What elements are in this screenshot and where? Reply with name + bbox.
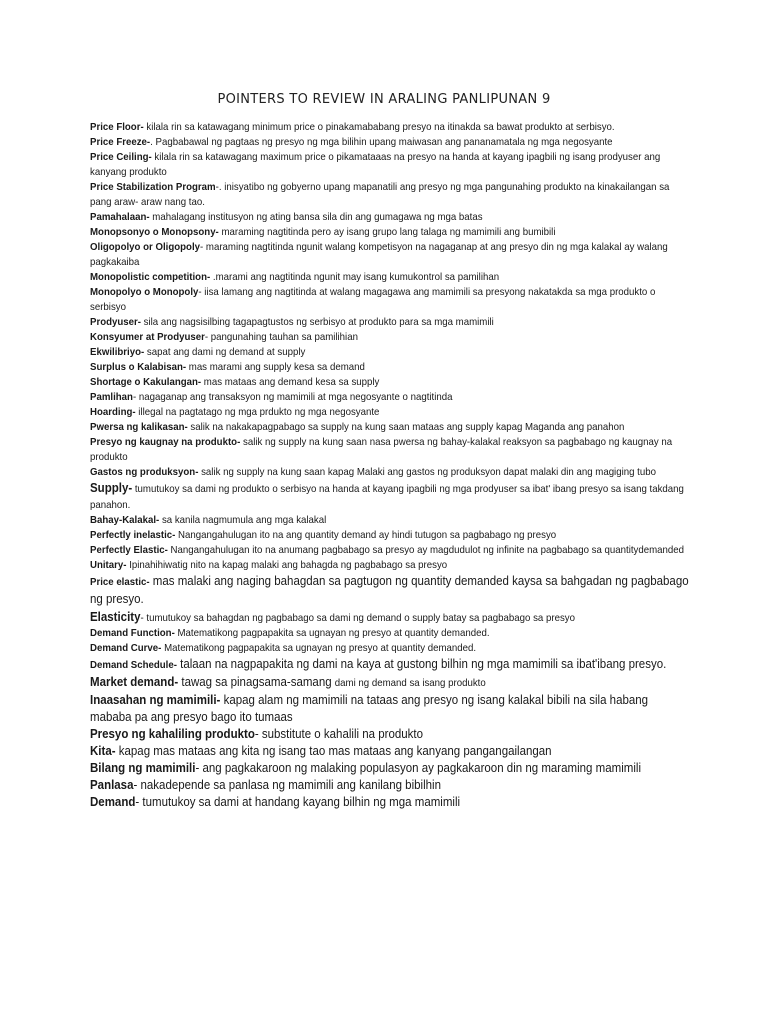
entry-definition: mahalagang institusyon ng ating bansa sila din ang gumagawa ng mga batas bbox=[149, 211, 483, 223]
glossary-entry bbox=[90, 420, 690, 435]
entry-term: Konsyumer at Prodyuser bbox=[90, 331, 205, 343]
entry-definition: Nangangahulugan ito na anumang pagbabago sa presyo ay magdudulot ng infinite na pagbabago sa quantitydemanded bbox=[167, 544, 685, 556]
entry-definition: - ang pagkakaroon ng malaking populasyon ay pagkakaroon din ng maraming mamimili bbox=[195, 761, 642, 775]
entry-term: Ekwilibriyo- bbox=[90, 346, 145, 358]
entry-definition: - pangunahing tauhan sa pamilihian bbox=[204, 331, 358, 343]
entry-definition: kapag mas mataas ang kita ng isang tao mas mataas ang kanyang pangangailangan bbox=[115, 744, 552, 758]
entry-term: Surplus o Kalabisan- bbox=[90, 361, 187, 373]
glossary-entry bbox=[90, 180, 690, 210]
entry-term: Monopsonyo o Monopsony- bbox=[90, 226, 219, 238]
entry-list bbox=[90, 120, 690, 811]
entry-term: Hoarding- bbox=[90, 406, 136, 418]
glossary-entry bbox=[90, 345, 690, 360]
entry-term: Price Ceiling- bbox=[90, 151, 152, 163]
glossary-entry bbox=[90, 270, 690, 285]
entry-term: Pamlihan bbox=[90, 391, 133, 403]
entry-term: Inaasahan ng mamimili- bbox=[90, 693, 221, 707]
entry-definition: .marami ang nagtitinda ngunit may isang kumukontrol sa pamilihan bbox=[210, 271, 500, 283]
entry-definition: sila ang nagsisilbing tagapagtustos ng serbisyo at produkto para sa mga mamimili bbox=[141, 316, 494, 328]
entry-term: Oligopolyo or Oligopoly bbox=[90, 241, 201, 253]
entry-term: Shortage o Kakulangan- bbox=[90, 376, 202, 388]
entry-term: Panlasa bbox=[90, 778, 134, 792]
glossary-entry bbox=[90, 435, 690, 465]
entry-term: Kita- bbox=[90, 744, 116, 758]
glossary-entry bbox=[90, 641, 690, 656]
entry-definition: . Pagbabawal ng pagtaas ng presyo ng mga bilihin upang maiwasan ang pananamatala ng mga negosyante bbox=[150, 136, 613, 148]
entry-term: Demand Function- bbox=[90, 627, 175, 639]
glossary-entry bbox=[90, 225, 690, 240]
entry-definition: Matematikong pagpapakita sa ugnayan ng presyo at quantity demanded. bbox=[161, 642, 477, 654]
glossary-entry bbox=[90, 609, 690, 626]
entry-term: Monopolyo o Monopoly bbox=[90, 286, 199, 298]
glossary-entry bbox=[90, 692, 690, 726]
glossary-entry bbox=[90, 573, 690, 609]
entry-definition: illegal na pagtatago ng mga prdukto ng mga negosyante bbox=[135, 406, 380, 418]
entry-definition: Matematikong pagpapakita sa ugnayan ng presyo at quantity demanded. bbox=[174, 627, 490, 639]
entry-definition: salik ng supply na kung saan nasa pwersa ng bahay-kalakal reaksyon sa pagbabago ng kaugnay na produkto bbox=[90, 436, 673, 463]
entry-definition: -. inisyatibo ng gobyerno upang mapanatili ang presyo ng mga pangunahing produkto na kinakailangan sa pang araw- araw nang tao. bbox=[90, 181, 670, 208]
entry-term: Elasticity bbox=[90, 610, 141, 624]
entry-definition: kilala rin sa katawagang maximum price o pikamataaas na presyo na handa at kayang ipagbili ng isang prodyuser ang kanyang produkto bbox=[90, 151, 661, 178]
glossary-entry bbox=[90, 543, 690, 558]
glossary-entry bbox=[90, 513, 690, 528]
entry-definition: - tumutukoy sa bahagdan ng pagbabago sa dami ng demand o supply batay sa pagbabago sa presyo bbox=[140, 612, 575, 624]
glossary-entry bbox=[90, 390, 690, 405]
entry-term: Monopolistic competition- bbox=[90, 271, 211, 283]
glossary-entry bbox=[90, 743, 690, 760]
entry-definition: - maraming nagtitinda ngunit walang kompetisyon na nagaganap at ang presyo din ng mga kalakal ay walang pagkakaiba bbox=[90, 241, 668, 268]
glossary-entry bbox=[90, 465, 690, 480]
entry-term: Demand Schedule- bbox=[90, 659, 177, 671]
entry-definition: kilala rin sa katawagang minimum price o pinakamababang presyo na itinakda sa bawat produkto at serbisyo. bbox=[143, 121, 615, 133]
entry-definition: - nakadepende sa panlasa ng mamimili ang kanilang bibilhin bbox=[133, 778, 441, 792]
entry-definition: tumutukoy sa dami ng produkto o serbisyo na handa at kayang ipagbili ng mga prodyuser sa ibat' ibang presyo sa isang takdang panahon. bbox=[90, 483, 684, 511]
entry-term: Presyo ng kaugnay na produkto- bbox=[90, 436, 241, 448]
entry-term: Market demand- bbox=[90, 675, 179, 689]
entry-definition: maraming nagtitinda pero ay isang grupo lang talaga ng mamimili ang bumibili bbox=[218, 226, 556, 238]
entry-term: Perfectly Elastic- bbox=[90, 544, 168, 556]
glossary-entry bbox=[90, 315, 690, 330]
entry-term: Price elastic- bbox=[90, 576, 150, 588]
entry-definition: Ipinahihiwatig nito na kapag malaki ang bahagda ng pagbabago sa presyo bbox=[126, 559, 448, 571]
entry-definition: sa kanila nagmumula ang mga kalakal bbox=[159, 514, 327, 526]
glossary-entry bbox=[90, 375, 690, 390]
glossary-entry bbox=[90, 726, 690, 743]
entry-definition: sapat ang dami ng demand at supply bbox=[144, 346, 306, 358]
entry-term: Pwersa ng kalikasan- bbox=[90, 421, 188, 433]
entry-definition: - nagaganap ang transaksyon ng mamimili at mga negosyante o nagtitinda bbox=[132, 391, 453, 403]
glossary-entry bbox=[90, 330, 690, 345]
entry-definition: - substitute o kahalili na produkto bbox=[254, 727, 423, 741]
glossary-entry bbox=[90, 656, 690, 674]
glossary-entry bbox=[90, 240, 690, 270]
entry-definition: Nangangahulugan ito na ang quantity demand ay hindi tutugon sa pagbabago ng presyo bbox=[175, 529, 557, 541]
entry-term: Price Floor- bbox=[90, 121, 144, 133]
entry-definition: tawag sa pinagsama-samang bbox=[178, 675, 335, 689]
entry-term: Unitary- bbox=[90, 559, 127, 571]
glossary-entry bbox=[90, 558, 690, 573]
entry-definition: - iisa lamang ang nagtitinda at walang magagawa ang mamimili sa presyong nakatakda sa mga produkto o serbisyo bbox=[90, 286, 656, 313]
entry-term: Presyo ng kahaliling produkto bbox=[90, 727, 255, 741]
glossary-entry bbox=[90, 135, 690, 150]
glossary-entry bbox=[90, 528, 690, 543]
document-title: POINTERS TO REVIEW IN ARALING PANLIPUNAN 9 bbox=[217, 92, 551, 107]
entry-term: Prodyuser- bbox=[90, 316, 142, 328]
entry-term: Bilang ng mamimili bbox=[90, 761, 196, 775]
glossary-entry bbox=[90, 405, 690, 420]
entry-term: Supply- bbox=[90, 481, 133, 495]
entry-term: Demand Curve- bbox=[90, 642, 162, 654]
entry-term: Demand bbox=[90, 795, 136, 809]
entry-definition: salik na nakakapagpabago sa supply na kung saan mataas ang supply kapag Maganda ang panahon bbox=[187, 421, 625, 433]
glossary-entry bbox=[90, 626, 690, 641]
entry-definition: mas mataas ang demand kesa sa supply bbox=[201, 376, 380, 388]
entry-definition-continued: dami ng demand sa isang produkto bbox=[334, 677, 486, 689]
glossary-entry bbox=[90, 120, 690, 135]
glossary-entry bbox=[90, 760, 690, 777]
entry-term: Gastos ng produksyon- bbox=[90, 466, 199, 478]
entry-definition: mas marami ang supply kesa sa demand bbox=[186, 361, 365, 373]
glossary-entry bbox=[90, 674, 690, 692]
glossary-entry bbox=[90, 480, 690, 513]
entry-definition: mas malaki ang naging bahagdan sa pagtugon ng quantity demanded kaysa sa bahgadan ng pagbabago ng presyo. bbox=[90, 574, 689, 606]
entry-term: Perfectly inelastic- bbox=[90, 529, 176, 541]
glossary-entry bbox=[90, 777, 690, 794]
glossary-entry bbox=[90, 360, 690, 375]
entry-term: Price Stabilization Program bbox=[90, 181, 216, 193]
glossary-entry bbox=[90, 285, 690, 315]
entry-definition: salik ng supply na kung saan kapag Malaki ang gastos ng produksyon dapat malaki din ang magiging tubo bbox=[198, 466, 656, 478]
entry-term: Price Freeze- bbox=[90, 136, 151, 148]
entry-definition: kapag alam ng mamimili na tataas ang presyo ng isang kalakal bibili na sila habang mababa pa ang presyo bago ito tumaas bbox=[90, 693, 649, 724]
glossary-entry bbox=[90, 150, 690, 180]
glossary-entry bbox=[90, 210, 690, 225]
entry-term: Pamahalaan- bbox=[90, 211, 150, 223]
glossary-entry bbox=[90, 794, 690, 811]
entry-definition: talaan na nagpapakita ng dami na kaya at gustong bilhin ng mga mamimili sa ibat'ibang presyo. bbox=[176, 657, 667, 671]
entry-definition: - tumutukoy sa dami at handang kayang bilhin ng mga mamimili bbox=[135, 795, 461, 809]
entry-term: Bahay-Kalakal- bbox=[90, 514, 160, 526]
